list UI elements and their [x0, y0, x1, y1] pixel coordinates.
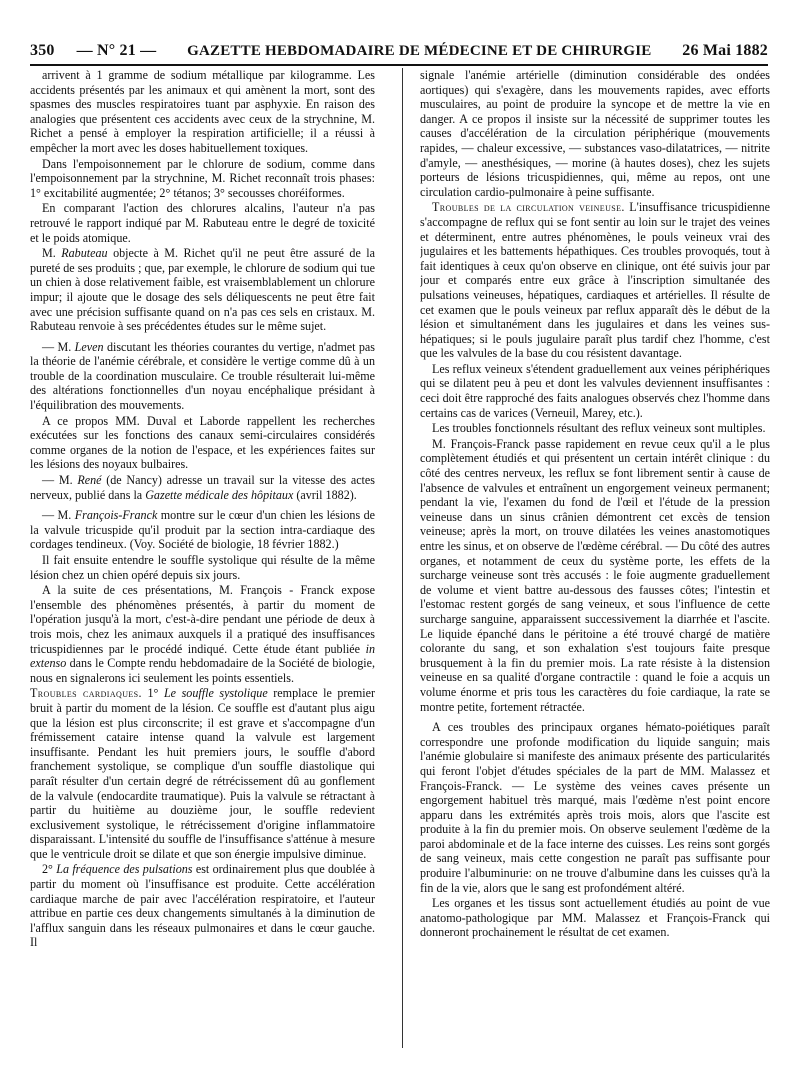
emphasis-text: La fréquence des pulsations: [56, 862, 193, 877]
text-run: — M.: [42, 339, 75, 354]
running-header: [30, 38, 768, 66]
paragraph: [30, 862, 375, 950]
text-run: M. François-Franck passe rapidement en revue ceux qu'il a le plus complètement étudiés et qui présentent un certain intérêt clinique : du côté des centres nerveux, les reflux se font librement sentir à cause de l'absence de valvules et entraînent un engorgement veineux permanent; pendant la vie, l'examen du fond de l'œil et l'étude de la pression veineuse dans un sinus crânien démontrent cet excès de tension veineuse; après la mort, on trouve dilatées les veines anastomotiques entre les sinus, et on observe de l'œdème cérébral. — Du côté des autres organes, et notamment de ceux du système porte, les effets de la surcharge veineuse sont très accusés : le foie augmente graduellement de volume et vient battre au-dessous des fausses côtes; l'intestin et l'estomac restent gorgés de sang veineux, et sous l'influence de cette surcharge sanguine, apparaissent successivement la diarrhée et l'ascite. Le liquide épanché dans le péritoine a été trouvé chargé de matière colorante du sang, et son exhalation s'est toujours faite presque brusquement à la fin du premier mois. La rate résiste à la distension veineuse en sa qualité d'organe contractile : quand le foie a acquis un volume énorme et pris tous les caractères du foie cardiaque, la rate se montre petite, fortement rétractée.: [420, 436, 770, 714]
paragraph: [30, 686, 375, 861]
text-run: objecte à M. Richet qu'il ne peut être assuré de la pureté de ses produits ; que, par exemple, le chlorure de sodium qui tue un chien à dose relativement faible, est vraisemblablement un chlorure impur; il ajoute que le dosage des sels déliquescents ne peut être fait avec une précision suffisante quand on n'a pas ces sels en cristaux. M. Rabuteau renvoie à ses précédentes études sur le même sujet.: [30, 246, 375, 334]
text-run: 2°: [42, 862, 57, 877]
text-run: Les organes et les tissus sont actuellement étudiés au point de vue anatomo-pathologique par MM. Malassez et François-Franck qui donneront prochainement le résultat de cet examen.: [420, 896, 770, 940]
text-run: discutant les théories courantes du vertige, n'admet pas la théorie de l'anémie cérébrale, et considère le vertige comme dû à un trouble de la coordination musculaire. Ce trouble résulterait lui-même des altérations fonctionnelles d'un noyau encéphalique présidant à l'équilibration des mouvements.: [30, 339, 375, 413]
paragraph: [420, 200, 770, 361]
emphasis-text: René: [77, 473, 102, 488]
text-run: L'insuffisance tricuspidienne s'accompagne de reflux qui se font sentir au loin sur le trajet des veines et déterminent, entre autres phénomènes, le pouls veineux vrai des jugulaires et les battements hépathiques. Ces troubles provoqués, tout à fait identiques à ceux qu'on observe en clinique, ont été suivis jour par jour et comparés entre eux grâce à l'inscription simultanée des pulsations veineuses, hépatiques, cardiaques et artérielles. Il résulte de cet examen que le pouls veineux par reflux apparaît dès le début de la lésion et simultanément dans les jugulaires et dans les veines sus-hépatiques; si le pouls jugulaire paraît plus tardif chez l'homme, c'est que les valvules de la base du cou résistent davantage.: [420, 200, 770, 361]
text-run: signale l'anémie artérielle (diminution considérable des ondées aortiques) qui s'exagère, dans les mouvements rapides, avec efforts musculaires, au point de produire la syncope et de mettre la vie en danger. A ce propos il insiste sur la nécessité de supprimer toutes les causes d'accélération de la circulation périphérique (mouvements rapides, — chaleur excessive, — substances vaso-dilatatrices, — nitrite d'amyle, — anesthésiques, — morine (à hautes doses), chez les sujets porteurs de lésions tricuspidiennes, qui, même au repos, ont une circulation cardio-pulmonaire à peine suffisante.: [420, 68, 770, 199]
issue-number: — N° 21 —: [76, 42, 157, 59]
text-run: — M.: [42, 473, 78, 488]
paragraph: [420, 362, 770, 420]
text-run: — M.: [42, 508, 75, 523]
paragraph: [30, 508, 375, 552]
paragraph: [420, 68, 770, 199]
text-run: (de Nancy) adresse un travail sur la vitesse des actes nerveux, publié dans la: [30, 473, 375, 502]
text-run: 1°: [141, 686, 164, 701]
paragraph: [420, 896, 770, 940]
paragraph: [420, 720, 770, 895]
issue-date: 26 Mai 1882: [682, 42, 768, 59]
column-divider: [402, 68, 403, 1048]
paragraph: [30, 246, 375, 334]
text-run: En comparant l'action des chlorures alcalins, l'auteur n'a pas retrouvé le rapport indiqué par M. Rabuteau entre le degré de toxicité et le poids atomique.: [30, 201, 375, 245]
right-column: [420, 68, 770, 1078]
emphasis-text: François-Franck: [74, 508, 158, 523]
page-number: 350: [30, 42, 55, 59]
paragraph: [30, 340, 375, 413]
left-column: [30, 68, 375, 1078]
text-run: A ce propos MM. Duval et Laborde rappellent les recherches exécutées sur les fonctions des canaux semi-circulaires considérés comme organes de la notion de l'espace, et les expériences faites sur les lésions des noyaux bulbaires.: [30, 413, 375, 472]
paragraph: [30, 201, 375, 245]
emphasis-text: Rabuteau: [61, 246, 108, 261]
paragraph: [30, 157, 375, 201]
text-run: remplace le premier bruit à partir du moment de la lésion. Ce souffle est d'autant plus aigu que la lésion est plus circonscrite; il est grave et s'accompagne d'un frémissement cataire intense quand la valvule est largement insuffisante. Pendant les huit premiers jours, le souffle d'abord franchement systolique, se complique d'un souffle diastolique qui paraît résulter d'un certain degré de rétrécissement dû au gonflement de la valvule (endocardite traumatique). Puis la valvule se rétractant à partir du huitième au douzième jour, le souffle redevient exclusivement systolique, le rétrécissement d'origine inflammatoire disparaissant. L'intensité du souffle de l'insuffisance s'atténue à mesure que le ventricule droit se dilate et que son énergie impulsive diminue.: [30, 686, 375, 861]
journal-title: GAZETTE HEBDOMADAIRE DE MÉDECINE ET DE CHIRURGIE: [187, 42, 652, 59]
paragraph: [30, 473, 375, 502]
paragraph: [420, 437, 770, 714]
text-run: M.: [42, 246, 62, 261]
section-heading: Troubles de la circulation veineuse.: [432, 200, 625, 215]
text-run: Dans l'empoisonnement par le chlorure de sodium, comme dans l'empoisonnement par la strychnine, M. Richet reconnaît trois phases: 1° excitabilité augmentée; 2° tétanos; 3° secousses choréiformes.: [30, 156, 375, 200]
paragraph: [30, 553, 375, 582]
text-run: Il fait ensuite entendre le souffle systolique qui résulte de la même lésion chez un chien opéré depuis six jours.: [30, 553, 375, 582]
text-run: montre sur le cœur d'un chien les lésions de la valvule tricuspide qu'il produit par la section intra-cardiaque des cordages tendineux. (Voy. Société de biologie, 18 février 1882.): [30, 508, 375, 552]
emphasis-text: in extenso: [30, 641, 375, 671]
paragraph: [30, 583, 375, 685]
text-run: arrivent à 1 gramme de sodium métallique par kilogramme. Les accidents présentés par les animaux et qui amènent la mort, sont des spasmes des muscles respiratoires tuant par asphyxie. En raison des analogies que présentent ces accidents avec ceux de la strychnine, M. Richet a pensé à employer la respiration artificielle; il a réussi à empêcher la mort avec les doses habituellement toxiques.: [30, 68, 375, 155]
text-run: Les troubles fonctionnels résultant des reflux veineux sont multiples.: [432, 421, 766, 436]
text-run: est ordinairement plus que doublée à partir du moment où l'insuffisance est produite. Cette accélération cardiaque marche de pair avec l'accélération respiratoire, et l'auteur attribue en partie ces deux changements simultanés à la diminution de l'afflux sanguin dans les réseaux pulmonaires et dans le cœur gauche. Il: [30, 862, 375, 950]
paragraph: [30, 68, 375, 156]
paragraph: [30, 414, 375, 472]
emphasis-text: Gazette médicale des hôpitaux: [145, 487, 294, 502]
paragraph: [420, 421, 770, 436]
text-run: A ces troubles des principaux organes hémato-poiétiques paraît correspondre une profonde modification du liquide sanguin; mais l'anémie globulaire si manifeste des animaux présente des particularités qui feront l'objet d'études spéciales de la part de MM. Malassez et François-Franck. — Le système des veines caves présente un engorgement habituel très marqué, mais l'œdème n'est point encore apparu dans les extrémités après trois mois, alors que l'ascite est produite à la fin du premier mois. On observe seulement l'œdème de la paroi abdominale et de la face interne des cuisses. Les reins sont gorgés de sang veineux, mais cette congestion ne paraît pas suffisante pour produire l'albuminurie: on ne trouve d'albumine dans les cuisses qu'à la fin de la vie, alors que le sang est profondément altéré.: [420, 720, 770, 895]
text-run: (avril 1882).: [293, 487, 357, 502]
text-run: dans le Compte rendu hebdomadaire de la Société de biologie, nous en signalerons ici seulement les points essentiels.: [30, 656, 375, 685]
emphasis-text: Le souffle systolique: [163, 686, 268, 701]
text-run: A la suite de ces présentations, M. François - Franck expose l'ensemble des phénomènes présentés, à partir du moment de l'opération jusqu'à la mort, c'est-à-dire pendant une période de deux à trois mois, chez les animaux auxquels il a pratiqué des insuffisances tricuspidiennes par le procédé indiqué. Cette étude étant publiée: [30, 583, 375, 656]
text-run: Les reflux veineux s'étendent graduellement aux veines périphériques qui se dilatent peu à peu et dont les valvules deviennent insuffisantes : ceci doit être rapproché des faits analogues observés chez l'homme dans certains cas de varices (Verneuil, Marey, etc.).: [420, 361, 770, 420]
emphasis-text: Leven: [74, 339, 104, 354]
section-heading: Troubles cardiaques.: [30, 686, 142, 701]
